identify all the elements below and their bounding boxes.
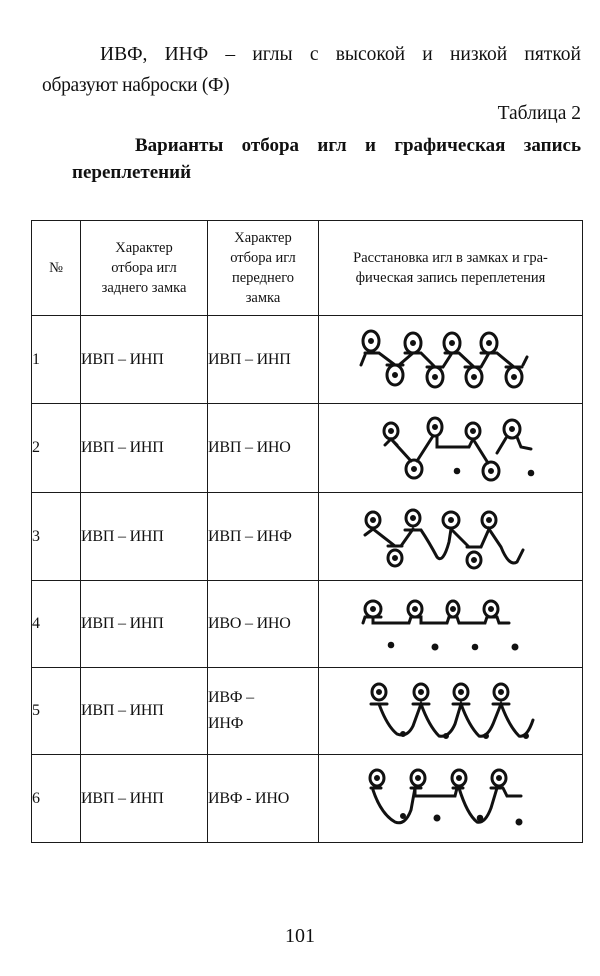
- front-lock-value: ИВО – ИНО: [208, 581, 319, 668]
- paragraph-line-2: образуют наброски (Ф): [42, 75, 230, 96]
- header-rear-line: заднего замка: [101, 280, 187, 296]
- front-lock-value: ИВП – ИНО: [208, 404, 319, 493]
- table-title-line-2: переплетений: [72, 162, 192, 183]
- table-row: [32, 404, 583, 493]
- single-bed-float-diagram: [351, 589, 551, 659]
- rear-lock-value: ИВП – ИНП: [81, 668, 208, 755]
- rear-lock-value: ИВП – ИНП: [81, 404, 208, 493]
- header-num: №: [32, 221, 81, 316]
- table-row: [32, 493, 583, 581]
- header-front-lock: [208, 221, 319, 316]
- stitch-diagram-cell: [319, 755, 583, 843]
- header-front-line: Характер: [234, 230, 292, 246]
- partial-zigzag-with-float-diagram: [351, 413, 551, 483]
- tuck-loop-diagram: [351, 676, 551, 746]
- stitch-diagram-cell: [319, 404, 583, 493]
- page-number: 101: [285, 925, 315, 947]
- front-lock-value: [208, 668, 319, 755]
- front-lock-value: ИВП – ИНФ: [208, 493, 319, 581]
- row-number: 2: [32, 404, 81, 493]
- table-row: [32, 668, 583, 755]
- row-number: 6: [32, 755, 81, 843]
- row-number: 4: [32, 581, 81, 668]
- stitch-diagram-cell: [319, 316, 583, 404]
- table-title-line-1: Варианты отбора игл и графическая запись: [135, 135, 581, 156]
- row-number: 3: [32, 493, 81, 581]
- header-front-line: отбора игл: [230, 250, 296, 266]
- rear-lock-value: ИВП – ИНП: [81, 493, 208, 581]
- rear-lock-value: ИВП – ИНП: [81, 755, 208, 843]
- header-front-line: переднего: [231, 270, 295, 286]
- header-front-line: замка: [245, 290, 281, 306]
- table-header-row: [32, 221, 583, 316]
- table-row: [32, 581, 583, 668]
- header-diagram-line: фическая запись переплетения: [355, 270, 546, 286]
- paragraph-line-1: ИВФ, ИНФ – иглы с высокой и низкой пяткой: [100, 44, 581, 65]
- header-rear-line: отбора игл: [111, 260, 177, 276]
- stitch-diagram-cell: [319, 581, 583, 668]
- row-number: 5: [32, 668, 81, 755]
- header-diagram-line: Расстановка игл в замках и гра-: [353, 250, 548, 266]
- header-diagram: [319, 221, 583, 316]
- stitch-diagram-cell: [319, 493, 583, 581]
- rear-lock-value: ИВП – ИНП: [81, 316, 208, 404]
- front-lock-value: ИВФ - ИНО: [208, 755, 319, 843]
- knitting-table: [31, 220, 583, 843]
- header-rear-line: Характер: [115, 240, 173, 256]
- front-lock-value-line-1: ИВФ –: [208, 689, 254, 706]
- front-lock-value-line-2: ИНФ: [208, 715, 244, 732]
- header-rear-lock: [81, 221, 208, 316]
- rib-tuck-zigzag-diagram: [351, 325, 551, 395]
- tuck-with-float-diagram: [351, 764, 551, 834]
- rear-lock-value: ИВП – ИНП: [81, 581, 208, 668]
- front-lock-value: ИВП – ИНП: [208, 316, 319, 404]
- row-number: 1: [32, 316, 81, 404]
- stitch-diagram-cell: [319, 668, 583, 755]
- knit-and-tuck-loop-diagram: [351, 502, 551, 572]
- table-label: Таблица 2: [497, 103, 581, 124]
- table-row: [32, 316, 583, 404]
- table-row: [32, 755, 583, 843]
